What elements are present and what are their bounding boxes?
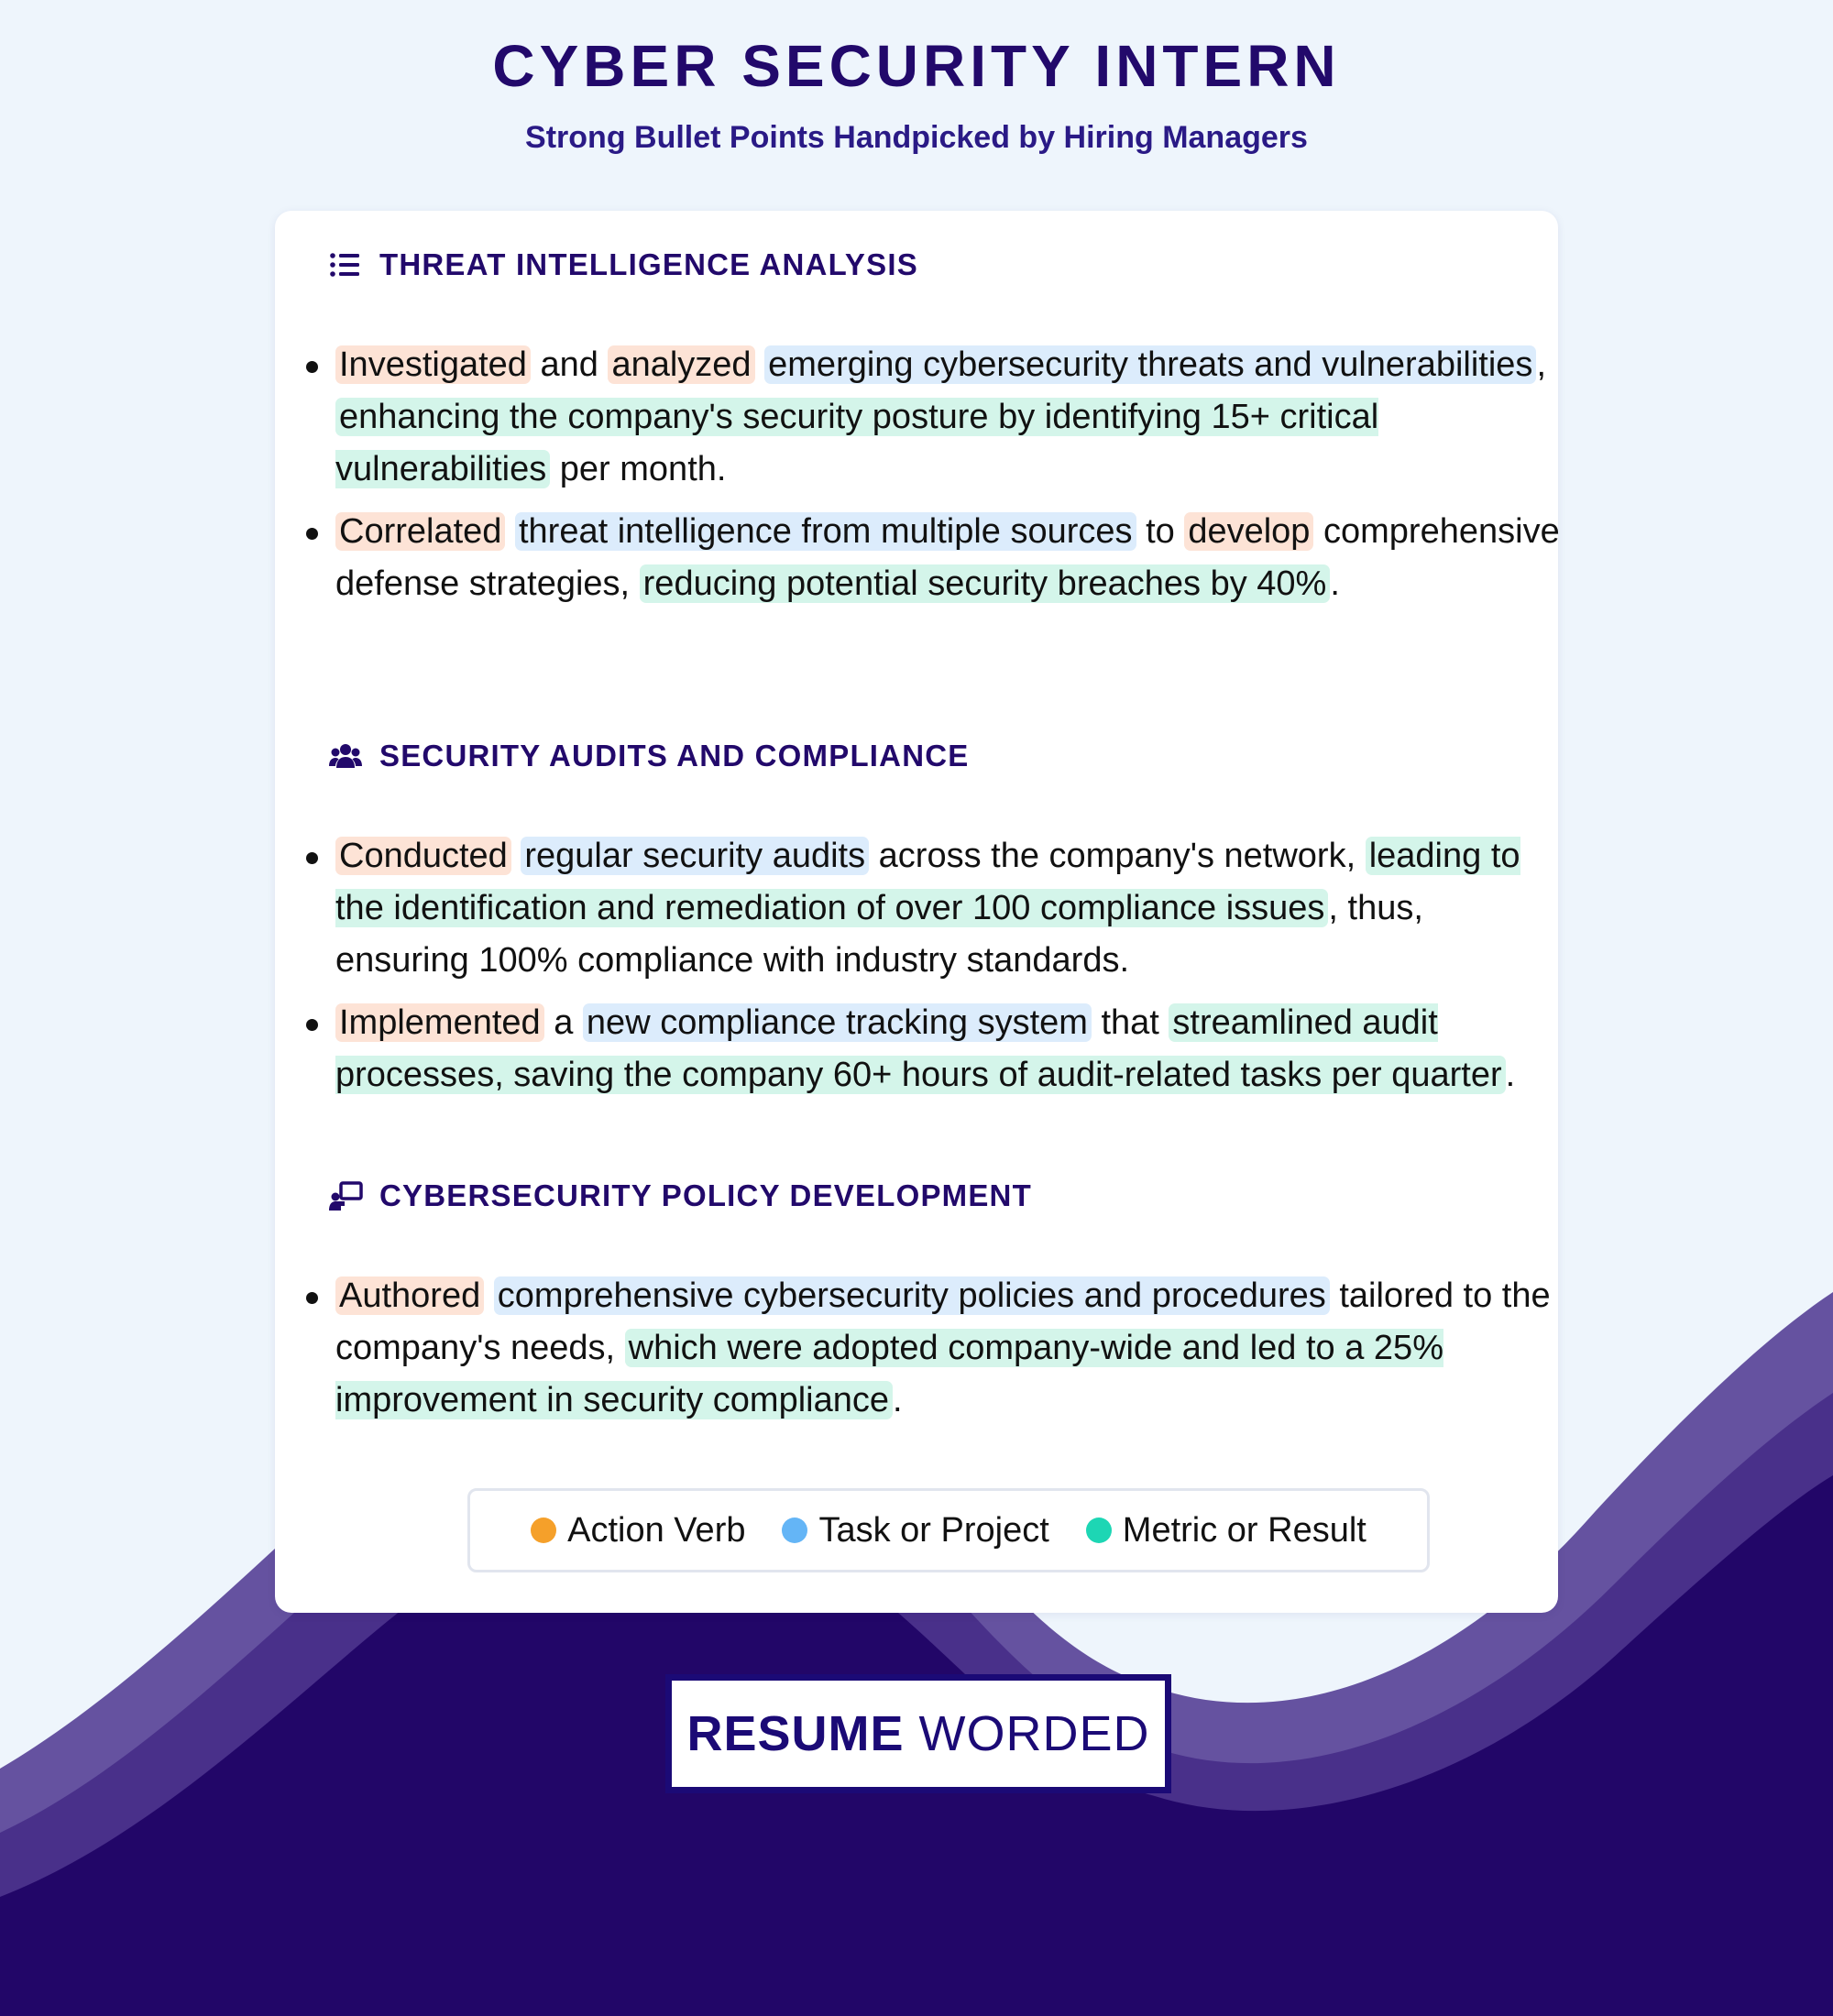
presenter-icon xyxy=(328,1178,363,1213)
bullet-list-security-audits xyxy=(275,830,1564,1112)
page-title: CYBER SECURITY INTERN xyxy=(492,33,1341,99)
legend-label: Task or Project xyxy=(818,1510,1049,1550)
bullet-item: Implemented a new compliance tracking system that streamlined audit processes, saving the company 60+ hours of audit-related tasks per quarter . xyxy=(335,997,1564,1101)
bullet-item: Authored comprehensive cybersecurity policies and procedures tailored to the company's needs, which were adopted company-wide and led to a 25% improvement in security compliance . xyxy=(335,1270,1564,1427)
metric-dot-icon xyxy=(1086,1517,1112,1543)
section-heading-security-audits xyxy=(328,739,969,773)
legend-item-metric xyxy=(1086,1511,1367,1550)
legend-label: Metric or Result xyxy=(1122,1510,1367,1550)
section-title: CYBERSECURITY POLICY DEVELOPMENT xyxy=(379,1178,1032,1212)
bullet-points-card xyxy=(275,211,1558,1613)
action-verb-dot-icon xyxy=(531,1517,556,1543)
highlight-legend xyxy=(467,1488,1430,1572)
highlight-verb: analyzed xyxy=(608,345,754,384)
logo-bold-text: RESUME xyxy=(686,1706,905,1761)
section-title: SECURITY AUDITS AND COMPLIANCE xyxy=(379,739,970,772)
bullet-item: Conducted regular security audits across the company's network, leading to the identification and remediation of over 100 compliance issues , thus, ensuring 100% compliance with industry standards. xyxy=(335,830,1564,987)
bullet-list-threat-intelligence xyxy=(275,339,1564,620)
resume-worded-logo[interactable] xyxy=(665,1674,1171,1793)
highlight-metric: which were adopted company-wide and led to a 25% improvement in security compliance xyxy=(335,1329,1443,1419)
highlight-metric: reducing potential security breaches by 40% xyxy=(640,564,1331,603)
section-heading-threat-intelligence xyxy=(328,247,918,282)
highlight-metric: enhancing the company's security posture by identifying 15+ critical vulnerabilities xyxy=(335,398,1379,488)
legend-item-action-verb xyxy=(531,1511,745,1550)
highlight-metric: streamlined audit processes, saving the company 60+ hours of audit-related tasks per quarter xyxy=(335,1003,1506,1094)
page-subtitle: Strong Bullet Points Handpicked by Hiring Managers xyxy=(525,120,1308,155)
highlight-verb: Correlated xyxy=(335,512,505,551)
highlight-task: comprehensive cybersecurity policies and procedures xyxy=(494,1276,1330,1315)
highlight-task: emerging cybersecurity threats and vulnerabilities xyxy=(764,345,1536,384)
logo-light-text: WORDED xyxy=(918,1706,1150,1761)
section-title: THREAT INTELLIGENCE ANALYSIS xyxy=(379,247,918,281)
legend-label: Action Verb xyxy=(567,1510,746,1550)
list-icon xyxy=(328,247,363,282)
bullet-item: Investigated and analyzed emerging cybersecurity threats and vulnerabilities , enhancing the company's security posture by identifying 15+ critical vulnerabilities per month. xyxy=(335,339,1564,496)
highlight-verb: Conducted xyxy=(335,837,511,875)
highlight-task: regular security audits xyxy=(521,837,869,875)
highlight-verb: develop xyxy=(1184,512,1313,551)
highlight-verb: Authored xyxy=(335,1276,484,1315)
highlight-task: new compliance tracking system xyxy=(583,1003,1092,1042)
users-icon xyxy=(328,739,363,773)
legend-item-task xyxy=(782,1511,1048,1550)
highlight-verb: Investigated xyxy=(335,345,531,384)
task-dot-icon xyxy=(782,1517,807,1543)
highlight-metric: leading to the identification and remediation of over 100 compliance issues xyxy=(335,837,1520,927)
highlight-task: threat intelligence from multiple sources xyxy=(515,512,1136,551)
page-header xyxy=(0,31,1833,156)
bullet-item: Correlated threat intelligence from multiple sources to develop comprehensive defense strategies, reducing potential security breaches by 40% . xyxy=(335,506,1564,610)
bullet-list-policy-development xyxy=(275,1270,1564,1437)
highlight-verb: Implemented xyxy=(335,1003,544,1042)
section-heading-policy-development xyxy=(328,1178,1032,1213)
